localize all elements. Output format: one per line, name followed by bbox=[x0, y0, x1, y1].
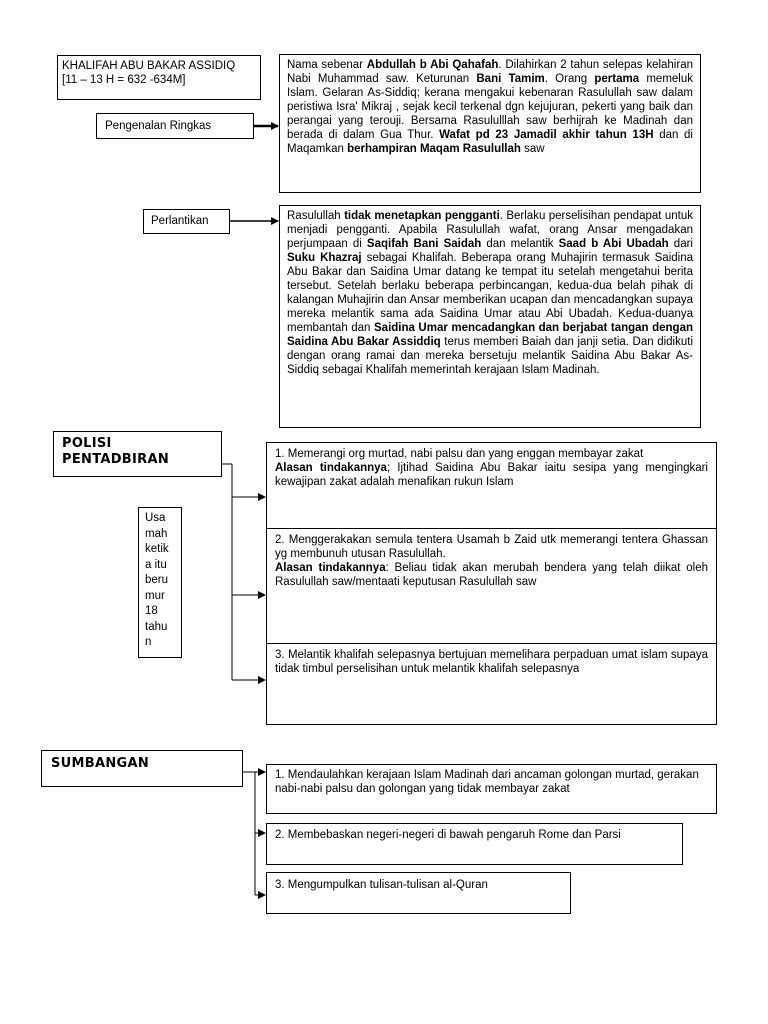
intro-text-box bbox=[279, 54, 701, 193]
policy-item-1-reason bbox=[275, 461, 708, 489]
contribution-item-3: 3. Mengumpulkan tulisan-tulisan al-Quran bbox=[275, 879, 488, 891]
appointment-text-segment: Saad b Abi Ubadah bbox=[558, 238, 669, 250]
policy-item-1 bbox=[267, 443, 716, 493]
appointment-text-segment: dan melantik bbox=[481, 238, 559, 250]
title-line1: KHALIFAH ABU BAKAR ASSIDIQ bbox=[62, 60, 236, 72]
appointment-text-box bbox=[279, 205, 701, 428]
age-note-line: a itu bbox=[145, 558, 167, 571]
appointment-text-segment: dari bbox=[668, 238, 693, 250]
intro-text-segment: memeluk Islam. Gelaran As-Siddiq; kerana mengakui kebenaran Rasulullah saw dalam peristiwa Isra' Mikraj , sejak kecil terkenal dgn kejujuran, pekerti yang baik dan perangai yang terouji. Bersama Rasululllah saw berhijrah ke Madinah dan berada di dalam Gua Thur. bbox=[287, 73, 694, 141]
intro-text-segment: Abdullah b Abi Qahafah bbox=[366, 59, 499, 71]
policy-item-2-reason-text: : Beliau tidak akan merubah bendera yang telah diikat oleh Rasulullah saw/mentaati keputusan Rasulullah saw bbox=[275, 562, 708, 588]
age-note-line: tahu bbox=[145, 620, 168, 633]
appointment-text-segment: sebagai Khalifah. Beberapa orang Muhajirin termasuk Saidina Abu Bakar dan Saidina Umar datang ke tempat itu setelah mengetahui berita tersebut. Setelah berlaku beberapa perbincangan, kedua-dua belah pihak di kalangan Muhajirin dan Ansar memberikan ucapan dan mencadangkan supaya mereka melantik sama ada Saidina Umar atau Abi Ubadah. Kedua-duanya membantah dan bbox=[287, 252, 693, 334]
policy-heading-line1: POLISI bbox=[62, 436, 112, 451]
intro-text-segment: . Orang bbox=[544, 73, 595, 85]
contribution-item-1: 1. Mendaulahkan kerajaan Islam Madinah dari ancaman golongan murtad, gerakan nabi-nabi palsu dan golongan yang tidak membayar zakat bbox=[275, 769, 699, 795]
age-note-box bbox=[138, 507, 182, 658]
appointment-text-segment: tidak menetapkan pengganti bbox=[344, 210, 500, 222]
age-note-line: ketik bbox=[145, 543, 169, 555]
contribution-heading-box bbox=[41, 750, 243, 787]
policy-item-3 bbox=[267, 644, 716, 680]
appointment-text-segment: terus memberi Baiah dan janji setia. Dan didikuti dengan orang ramai dan mereka bersetuju melantik Saidina Abu Bakar As-Siddiq sebagai Khalifah memerintah kerajaan Islam Madinah. bbox=[287, 336, 694, 376]
contribution-item-3-box bbox=[266, 872, 571, 914]
intro-text-segment: saw bbox=[520, 143, 545, 155]
title-line2: [11 – 13 H = 632 -634M] bbox=[62, 74, 186, 86]
intro-label: Pengenalan Ringkas bbox=[105, 120, 212, 132]
intro-text-segment: dan di Maqamkan bbox=[287, 129, 693, 155]
intro-text-segment: Nama sebenar bbox=[287, 59, 367, 71]
policy-item-1-reason-text: ; Ijtihad Saidina Abu Bakar iaitu sesipa yang mengingkari kewajipan zakat adalah menafikan rukun Islam bbox=[275, 462, 708, 488]
contribution-heading: SUMBANGAN bbox=[51, 756, 150, 771]
intro-text-segment: pertama bbox=[594, 73, 640, 85]
intro-text-segment: berhampiran Maqam Rasulullah bbox=[347, 143, 521, 155]
contribution-item-2: 2. Membebaskan negeri-negeri di bawah pengaruh Rome dan Parsi bbox=[275, 829, 621, 841]
age-note-line: mah bbox=[145, 527, 168, 540]
policy-item-2 bbox=[267, 529, 716, 593]
policy-item-2-reason-label: Alasan tindakannya bbox=[275, 562, 386, 574]
appointment-text-segment: Saidina Umar mencadangkan dan berjabat tangan dengan Saidina Abu Bakar Assiddiq bbox=[287, 322, 694, 348]
appointment-text-segment: Saqifah Bani Saidah bbox=[366, 238, 482, 250]
appointment-text-segment: Rasulullah bbox=[287, 210, 345, 222]
policy-item-1-title: 1. Memerangi org murtad, nabi palsu dan yang enggan membayar zakat bbox=[275, 448, 644, 460]
contribution-item-2-box bbox=[266, 823, 683, 865]
policy-heading-line2: PENTADBIRAN bbox=[62, 452, 169, 467]
intro-label-box bbox=[96, 113, 254, 139]
policy-item-3-text: 3. Melantik khalifah selepasnya bertujuan memelihara perpaduan umat islam supaya tidak timbul perselisihan untuk melantik khalifah selepasnya bbox=[275, 649, 708, 675]
age-note-line: n bbox=[145, 636, 152, 648]
contribution-item-1-box bbox=[266, 764, 717, 814]
intro-text-segment: . Dilahirkan 2 tahun selepas kelahiran Nabi Muhammad saw. Keturunan bbox=[287, 59, 693, 85]
policy-items-box bbox=[266, 442, 717, 725]
appointment-text-segment: . Berlaku perselisihan pendapat untuk menjadi pengganti. Apabila Rasulullah wafat, orang Ansar mengadakan perjumpaan di bbox=[287, 210, 693, 250]
appointment-label: Perlantikan bbox=[151, 215, 209, 227]
intro-text-segment: Bani Tamim bbox=[476, 73, 545, 85]
appointment-label-box bbox=[143, 209, 230, 234]
policy-item-2-reason bbox=[275, 561, 708, 589]
age-note-line: beru bbox=[145, 574, 169, 586]
title-box bbox=[57, 55, 261, 100]
policy-heading-box bbox=[53, 431, 222, 477]
contribution-connector bbox=[243, 772, 265, 895]
intro-text-segment: Wafat pd 23 Jamadil akhir tahun 13H bbox=[439, 129, 654, 141]
policy-connector bbox=[222, 464, 265, 680]
policy-item-1-reason-label: Alasan tindakannya bbox=[275, 462, 387, 474]
age-note-line: mur bbox=[145, 589, 165, 602]
age-note-line: 18 bbox=[145, 605, 158, 617]
policy-item-2-title: 2. Menggerakakan semula tentera Usamah b Zaid utk memerangi tentera Ghassan yg membunuh utusan Rasulullah. bbox=[275, 534, 708, 560]
appointment-text-segment: Suku Khazraj bbox=[287, 252, 362, 264]
age-note-line: Usa bbox=[145, 512, 166, 524]
